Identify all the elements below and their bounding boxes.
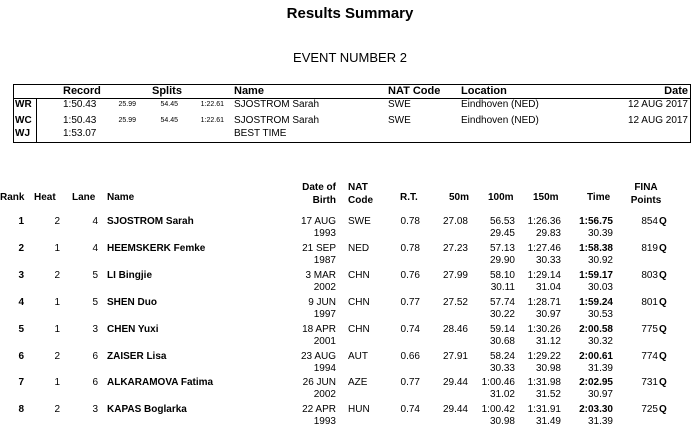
record-date: 12 AUG 2017 xyxy=(627,115,688,126)
split-100m: 59.14 xyxy=(489,323,515,335)
record-location: Eindhoven (NED) xyxy=(461,115,539,126)
records-box xyxy=(13,84,691,143)
qualified-mark: Q xyxy=(659,377,667,389)
lap-100m: 31.02 xyxy=(489,389,515,401)
lane: 6 xyxy=(92,350,98,362)
split-150m: 1:26.36 xyxy=(527,216,561,227)
lap-150m: 30.97 xyxy=(535,308,561,320)
col-header-150m: 150m xyxy=(533,192,559,203)
birth-date: 17 AUG xyxy=(300,216,336,227)
lane: 4 xyxy=(92,216,98,227)
birth-date: 21 SEP xyxy=(302,242,336,254)
split-150m: 1:30.26 xyxy=(527,323,561,335)
col-header-100m: 100m xyxy=(488,192,514,203)
rank: 1 xyxy=(18,216,24,227)
athlete-name: ALKARAMOVA Fatima xyxy=(107,377,214,389)
final-time: 2:02.95 xyxy=(579,377,613,389)
lap-200m: 30.53 xyxy=(587,308,613,320)
lap-200m: 31.39 xyxy=(587,362,613,374)
split-150m: 1:31.98 xyxy=(527,377,561,389)
split-150m: 1:29.22 xyxy=(527,350,561,362)
final-time: 2:03.30 xyxy=(579,404,613,416)
record-name: BEST TIME xyxy=(234,128,287,139)
birth-date: 22 APR xyxy=(302,404,336,416)
lap-100m: 30.22 xyxy=(489,308,515,320)
fina-points: 775 xyxy=(641,323,658,335)
heat: 1 xyxy=(54,377,60,389)
rank: 7 xyxy=(18,377,24,389)
record-split-50: 25.99 xyxy=(118,117,136,124)
records-header-location: Location xyxy=(461,85,507,97)
page-title: Results Summary xyxy=(286,5,414,22)
athlete-name: SHEN Duo xyxy=(107,296,157,308)
split-150m: 1:28.71 xyxy=(527,296,561,308)
athlete-name: CHEN Yuxi xyxy=(107,323,159,335)
athlete-name: KAPAS Boglarka xyxy=(107,404,187,416)
col-header-name: Name xyxy=(107,192,135,203)
col-header-rt: R.T. xyxy=(400,192,418,203)
final-time: 1:59.17 xyxy=(579,269,613,281)
reaction-time: 0.66 xyxy=(400,350,420,362)
records-header-record: Record xyxy=(63,85,101,97)
birth-date: 26 JUN xyxy=(302,377,336,389)
split-50m: 29.44 xyxy=(442,404,468,416)
split-50m: 28.46 xyxy=(442,323,468,335)
split-100m: 56.53 xyxy=(489,216,515,227)
reaction-time: 0.78 xyxy=(400,242,420,254)
birth-date: 18 APR xyxy=(302,323,336,335)
lap-100m: 30.98 xyxy=(489,416,515,427)
record-date: 12 AUG 2017 xyxy=(627,99,688,110)
split-50m: 27.99 xyxy=(442,269,468,281)
lap-200m: 30.92 xyxy=(587,254,613,266)
lap-100m: 29.45 xyxy=(489,228,515,239)
reaction-time: 0.74 xyxy=(400,323,420,335)
split-50m: 29.44 xyxy=(442,377,468,389)
nat-code: CHN xyxy=(348,269,370,281)
birth-year: 1994 xyxy=(313,362,336,374)
reaction-time: 0.76 xyxy=(400,269,420,281)
athlete-name: HEEMSKERK Femke xyxy=(107,242,206,254)
birth-date: 9 JUN xyxy=(308,296,336,308)
record-name: SJOSTROM Sarah xyxy=(234,115,320,126)
reaction-time: 0.77 xyxy=(400,377,420,389)
fina-points: 731 xyxy=(641,377,658,389)
lap-150m: 31.04 xyxy=(535,281,561,293)
reaction-time: 0.77 xyxy=(400,296,420,308)
qualified-mark: Q xyxy=(659,296,667,308)
nat-code: CHN xyxy=(348,296,370,308)
final-time: 1:58.38 xyxy=(579,242,613,254)
nat-code: NED xyxy=(348,242,370,254)
lap-200m: 31.39 xyxy=(587,416,613,427)
qualified-mark: Q xyxy=(659,350,667,362)
records-header-splits: Splits xyxy=(152,85,182,97)
lane: 6 xyxy=(92,377,98,389)
nat-code: SWE xyxy=(348,216,371,227)
lane: 5 xyxy=(92,296,98,308)
nat-code: AUT xyxy=(348,350,368,362)
birth-date: 3 MAR xyxy=(305,269,336,281)
split-50m: 27.52 xyxy=(442,296,468,308)
fina-points: 774 xyxy=(641,350,658,362)
birth-year: 2002 xyxy=(313,389,336,401)
record-time: 1:53.07 xyxy=(63,128,97,139)
split-100m: 1:00.42 xyxy=(481,404,515,416)
lap-150m: 30.33 xyxy=(535,254,561,266)
nat-code: AZE xyxy=(348,377,368,389)
record-split-100: 54.45 xyxy=(160,101,178,108)
rank: 6 xyxy=(18,350,24,362)
lap-150m: 30.98 xyxy=(535,362,561,374)
split-50m: 27.23 xyxy=(442,242,468,254)
final-time: 1:59.24 xyxy=(579,296,613,308)
athlete-name: LI Bingjie xyxy=(107,269,152,281)
split-150m: 1:29.14 xyxy=(527,269,561,281)
lap-100m: 29.90 xyxy=(489,254,515,266)
reaction-time: 0.74 xyxy=(400,404,420,416)
col-header-time: Time xyxy=(587,192,611,203)
heat: 2 xyxy=(54,269,60,281)
qualified-mark: Q xyxy=(659,269,667,281)
lap-200m: 30.97 xyxy=(587,389,613,401)
split-100m: 57.13 xyxy=(489,242,515,254)
record-split-150: 1:22.61 xyxy=(200,101,224,108)
heat: 2 xyxy=(54,404,60,416)
record-time: 1:50.43 xyxy=(63,99,97,110)
final-time: 1:56.75 xyxy=(579,216,613,227)
record-code: WJ xyxy=(15,128,30,139)
col-header-dob: Date of Birth xyxy=(302,182,336,206)
col-header-nat: NAT Code xyxy=(348,182,373,206)
record-location: Eindhoven (NED) xyxy=(461,99,539,110)
record-nat: SWE xyxy=(388,99,411,110)
rank: 5 xyxy=(18,323,24,335)
lane: 4 xyxy=(92,242,98,254)
lap-150m: 29.83 xyxy=(535,228,561,239)
lap-200m: 30.32 xyxy=(587,335,613,347)
qualified-mark: Q xyxy=(659,404,667,416)
split-50m: 27.91 xyxy=(442,350,468,362)
final-time: 2:00.58 xyxy=(579,323,613,335)
heat: 1 xyxy=(54,296,60,308)
col-header-lane: Lane xyxy=(72,192,96,203)
fina-points: 854 xyxy=(641,216,658,227)
rank: 2 xyxy=(18,242,24,254)
rank: 4 xyxy=(18,296,24,308)
nat-code: CHN xyxy=(348,323,370,335)
record-name: SJOSTROM Sarah xyxy=(234,99,320,110)
split-150m: 1:27.46 xyxy=(527,242,561,254)
split-100m: 58.24 xyxy=(489,350,515,362)
records-header-name: Name xyxy=(234,85,264,97)
birth-year: 2001 xyxy=(313,335,336,347)
record-split-50: 25.99 xyxy=(118,101,136,108)
split-50m: 27.08 xyxy=(442,216,468,227)
split-150m: 1:31.91 xyxy=(527,404,561,416)
final-time: 2:00.61 xyxy=(579,350,613,362)
record-nat: SWE xyxy=(388,115,411,126)
record-split-100: 54.45 xyxy=(160,117,178,124)
rank: 8 xyxy=(18,404,24,416)
reaction-time: 0.78 xyxy=(400,216,420,227)
split-100m: 58.10 xyxy=(489,269,515,281)
fina-points: 725 xyxy=(641,404,658,416)
birth-year: 1987 xyxy=(313,254,336,266)
birth-year: 1993 xyxy=(313,228,336,239)
lap-100m: 30.33 xyxy=(489,362,515,374)
event-number: EVENT NUMBER 2 xyxy=(293,50,407,65)
qualified-mark: Q xyxy=(659,323,667,335)
records-header-nat: NAT Code xyxy=(388,85,441,97)
lap-150m: 31.49 xyxy=(535,416,561,427)
birth-date: 23 AUG xyxy=(300,350,336,362)
birth-year: 1997 xyxy=(313,308,336,320)
lap-200m: 30.39 xyxy=(587,228,613,239)
record-split-150: 1:22.61 xyxy=(200,117,224,124)
record-code: WR xyxy=(15,99,32,110)
fina-points: 819 xyxy=(641,242,658,254)
fina-points: 803 xyxy=(641,269,658,281)
lap-150m: 31.52 xyxy=(535,389,561,401)
split-100m: 57.74 xyxy=(489,296,515,308)
nat-code: HUN xyxy=(348,404,370,416)
qualified-mark: Q xyxy=(659,242,667,254)
athlete-name: ZAISER Lisa xyxy=(107,350,167,362)
lap-150m: 31.12 xyxy=(535,335,561,347)
heat: 1 xyxy=(54,242,60,254)
record-code: WC xyxy=(15,115,32,126)
heat: 1 xyxy=(54,323,60,335)
lane: 5 xyxy=(92,269,98,281)
split-100m: 1:00.46 xyxy=(481,377,515,389)
col-header-heat: Heat xyxy=(34,192,56,203)
col-header-50m: 50m xyxy=(449,192,470,203)
record-time: 1:50.43 xyxy=(63,115,97,126)
lap-100m: 30.11 xyxy=(490,281,515,293)
col-header-rank: Rank xyxy=(0,192,25,203)
lap-100m: 30.68 xyxy=(489,335,515,347)
birth-year: 1993 xyxy=(313,416,336,427)
fina-points: 801 xyxy=(641,296,658,308)
heat: 2 xyxy=(54,216,60,227)
records-header-date: Date xyxy=(664,85,688,97)
lap-200m: 30.03 xyxy=(587,281,613,293)
qualified-mark: Q xyxy=(659,216,667,227)
athlete-name: SJOSTROM Sarah xyxy=(107,216,194,227)
lane: 3 xyxy=(92,323,98,335)
birth-year: 2002 xyxy=(313,281,336,293)
heat: 2 xyxy=(54,350,60,362)
rank: 3 xyxy=(18,269,24,281)
col-header-fina: FINA Points xyxy=(630,182,662,206)
lane: 3 xyxy=(92,404,98,416)
